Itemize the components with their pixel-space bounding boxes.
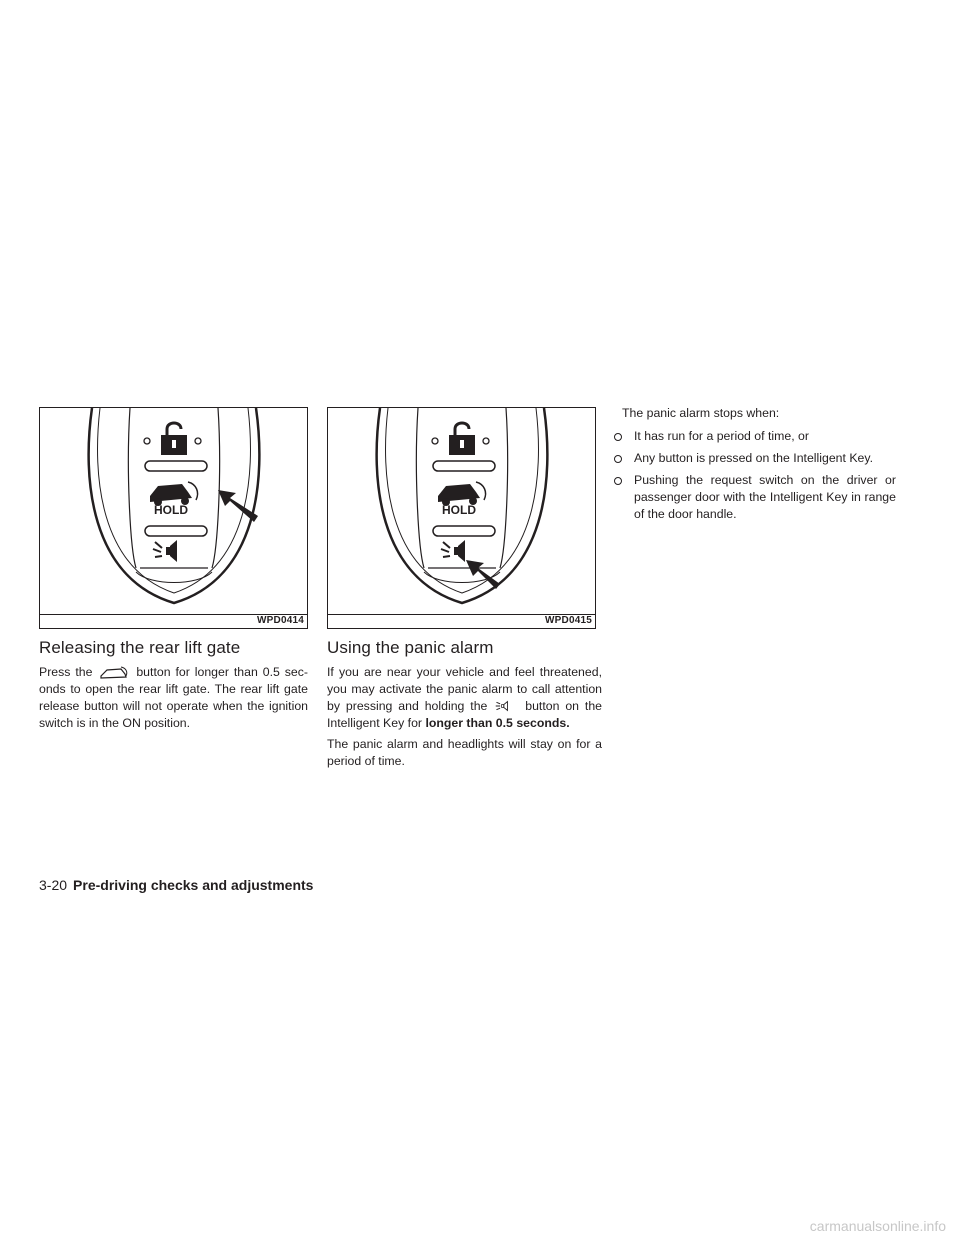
stops-intro: The panic alarm stops when: — [622, 406, 780, 420]
panic-icon — [495, 698, 517, 714]
section-title: Pre-driving checks and adjustments — [73, 877, 314, 893]
svg-text:HOLD: HOLD — [442, 503, 476, 517]
heading-liftgate: Releasing the rear lift gate — [39, 638, 241, 657]
figure-code: WPD0414 — [257, 615, 304, 626]
key-fob-illustration — [40, 408, 308, 629]
figure-code: WPD0415 — [545, 615, 592, 626]
bullet-icon — [614, 455, 622, 463]
paragraph-liftgate: Press the button for longer than 0.5 sec-onds to open the rear lift gate. The rear lift gate release button will not operate when the ignition switch is in the ON position. — [39, 665, 308, 730]
watermark: carmanualsonline.info — [809, 1218, 946, 1234]
bullet-icon — [614, 477, 622, 485]
heading-panic: Using the panic alarm — [327, 638, 494, 657]
figure-liftgate — [39, 407, 308, 629]
paragraph-panic-2: The panic alarm and headlights will stay on for a period of time. — [327, 737, 602, 768]
list-item: Any button is pressed on the Intelligent Key. — [614, 450, 896, 467]
paragraph-panic-1: If you are near your vehicle and feel threatened, you may activate the panic alarm to call attention by pressing and holding the button on the Intelligent Key for longer than 0.5 seconds. — [327, 665, 603, 730]
panic-icon — [153, 540, 177, 562]
page-number: 3-20 — [39, 877, 68, 893]
svg-text:HOLD: HOLD — [154, 503, 188, 517]
liftgate-icon — [99, 664, 129, 680]
list-item: It has run for a period of time, or — [614, 428, 896, 445]
panic-icon — [441, 540, 465, 562]
stops-list — [614, 428, 896, 528]
key-fob-illustration — [328, 408, 596, 629]
figure-panic — [327, 407, 596, 629]
arrow-icon — [218, 490, 258, 522]
page-footer — [39, 877, 313, 893]
list-item: Pushing the request switch on the driver or passenger door with the Intelligent Key in range of the door handle. — [614, 472, 896, 523]
bullet-icon — [614, 433, 622, 441]
